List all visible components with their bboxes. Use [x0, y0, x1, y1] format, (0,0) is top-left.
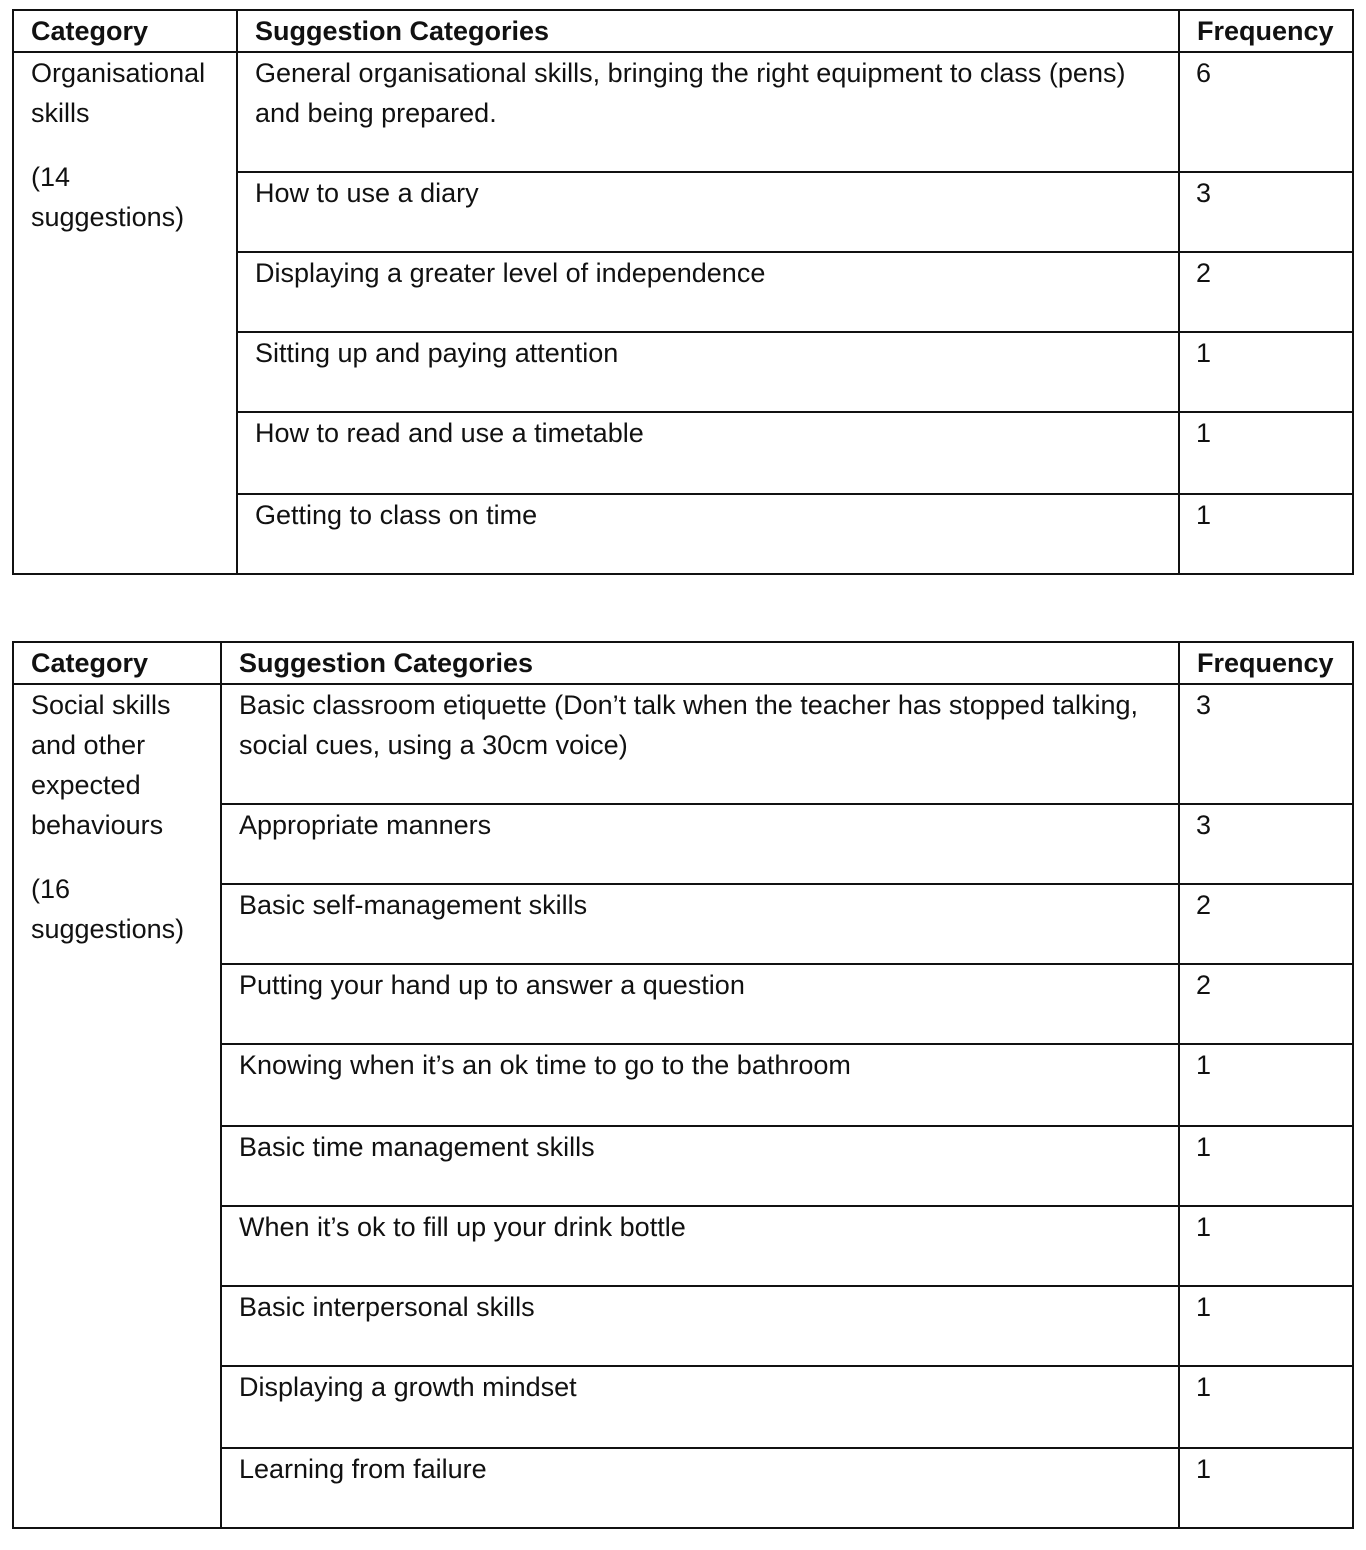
frequency-cell: 1: [1179, 1126, 1353, 1206]
frequency-cell: 1: [1179, 412, 1353, 494]
frequency-cell: 1: [1179, 1044, 1353, 1126]
suggestion-cell: How to read and use a timetable: [237, 412, 1179, 494]
suggestion-cell: Basic self-management skills: [221, 884, 1179, 964]
suggestion-cell: Basic interpersonal skills: [221, 1286, 1179, 1366]
organisational-skills-table: [12, 9, 1354, 575]
table-row: [13, 52, 1353, 172]
category-name: Organisational skills: [31, 58, 206, 128]
category-cell: [13, 52, 237, 574]
frequency-cell: 3: [1179, 172, 1353, 252]
suggestions-header: Suggestion Categories: [221, 642, 1179, 684]
suggestion-cell: Getting to class on time: [237, 494, 1179, 574]
category-suggestion-count: (16 suggestions): [31, 874, 185, 944]
suggestion-cell: Basic classroom etiquette (Don’t talk when the teacher has stopped talking, social cues, using a 30cm voice): [221, 684, 1179, 804]
suggestion-cell: Displaying a greater level of independence: [237, 252, 1179, 332]
frequency-cell: 3: [1179, 804, 1353, 884]
category-header: Category: [13, 642, 221, 684]
suggestion-cell: How to use a diary: [237, 172, 1179, 252]
frequency-cell: 1: [1179, 1366, 1353, 1448]
frequency-cell: 1: [1179, 1286, 1353, 1366]
table-row: [13, 684, 1353, 804]
frequency-cell: 1: [1179, 494, 1353, 574]
suggestions-header: Suggestion Categories: [237, 10, 1179, 52]
category-header: Category: [13, 10, 237, 52]
frequency-cell: 1: [1179, 1206, 1353, 1286]
category-suggestion-count: (14 suggestions): [31, 162, 185, 232]
frequency-cell: 6: [1179, 52, 1353, 172]
suggestion-cell: Appropriate manners: [221, 804, 1179, 884]
suggestion-cell: Displaying a growth mindset: [221, 1366, 1179, 1448]
category-cell: [13, 684, 221, 1528]
frequency-cell: 1: [1179, 1448, 1353, 1528]
frequency-cell: 1: [1179, 332, 1353, 412]
frequency-cell: 2: [1179, 884, 1353, 964]
suggestion-cell: Learning from failure: [221, 1448, 1179, 1528]
suggestion-cell: When it’s ok to fill up your drink bottle: [221, 1206, 1179, 1286]
social-skills-table: [12, 641, 1354, 1529]
suggestion-cell: Sitting up and paying attention: [237, 332, 1179, 412]
suggestion-cell: General organisational skills, bringing the right equipment to class (pens) and being prepared.: [237, 52, 1179, 172]
suggestion-cell: Basic time management skills: [221, 1126, 1179, 1206]
suggestion-cell: Putting your hand up to answer a question: [221, 964, 1179, 1044]
category-name: Social skills and other expected behaviours: [31, 690, 171, 840]
header-row: [13, 642, 1353, 684]
frequency-header: Frequency: [1179, 642, 1353, 684]
frequency-cell: 2: [1179, 964, 1353, 1044]
suggestion-cell: Knowing when it’s an ok time to go to the bathroom: [221, 1044, 1179, 1126]
frequency-cell: 3: [1179, 684, 1353, 804]
header-row: [13, 10, 1353, 52]
frequency-header: Frequency: [1179, 10, 1353, 52]
frequency-cell: 2: [1179, 252, 1353, 332]
